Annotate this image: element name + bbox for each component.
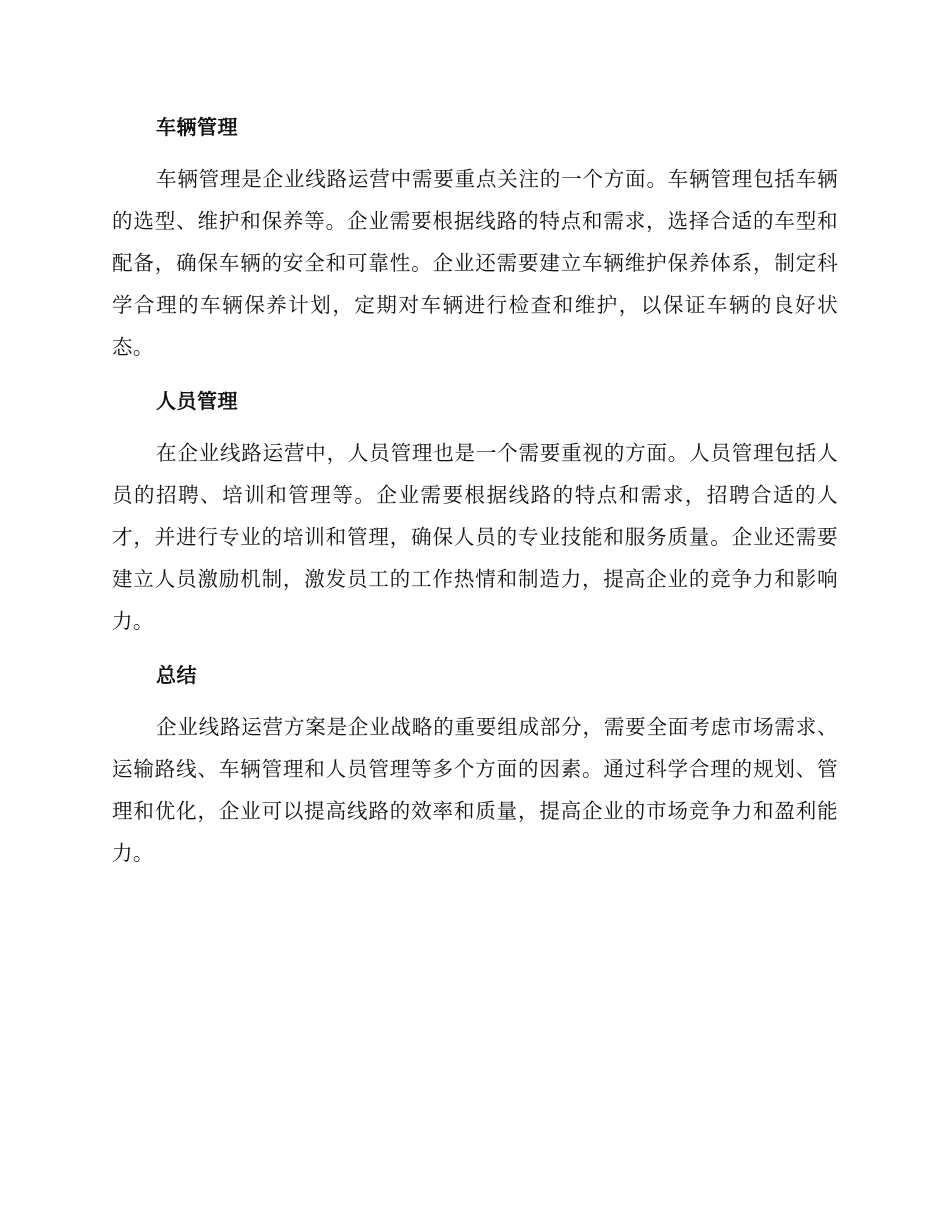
section-heading: 总结	[156, 663, 197, 687]
section-heading: 车辆管理	[156, 115, 238, 139]
section-heading: 人员管理	[156, 389, 238, 413]
section-vehicle-management	[112, 111, 838, 368]
section-paragraph: 企业线路运营方案是企业战略的重要组成部分，需要全面考虑市场需求、运输路线、车辆管理和人员管理等多个方面的因素。通过科学合理的规划、管理和优化，企业可以提高线路的效率和质量，提高企业的市场竞争力和盈利能力。	[112, 715, 838, 865]
section-paragraph: 车辆管理是企业线路运营中需要重点关注的一个方面。车辆管理包括车辆的选型、维护和保养等。企业需要根据线路的特点和需求，选择合适的车型和配备，确保车辆的安全和可靠性。企业还需要建立车辆维护保养体系，制定科学合理的车辆保养计划，定期对车辆进行检查和维护，以保证车辆的良好状态。	[112, 167, 838, 359]
section-paragraph: 在企业线路运营中，人员管理也是一个需要重视的方面。人员管理包括人员的招聘、培训和管理等。企业需要根据线路的特点和需求，招聘合适的人才，并进行专业的培训和管理，确保人员的专业技能和服务质量。企业还需要建立人员激励机制，激发员工的工作热情和制造力，提高企业的竞争力和影响力。	[112, 441, 838, 633]
section-personnel-management	[112, 385, 838, 642]
section-summary	[112, 659, 838, 874]
